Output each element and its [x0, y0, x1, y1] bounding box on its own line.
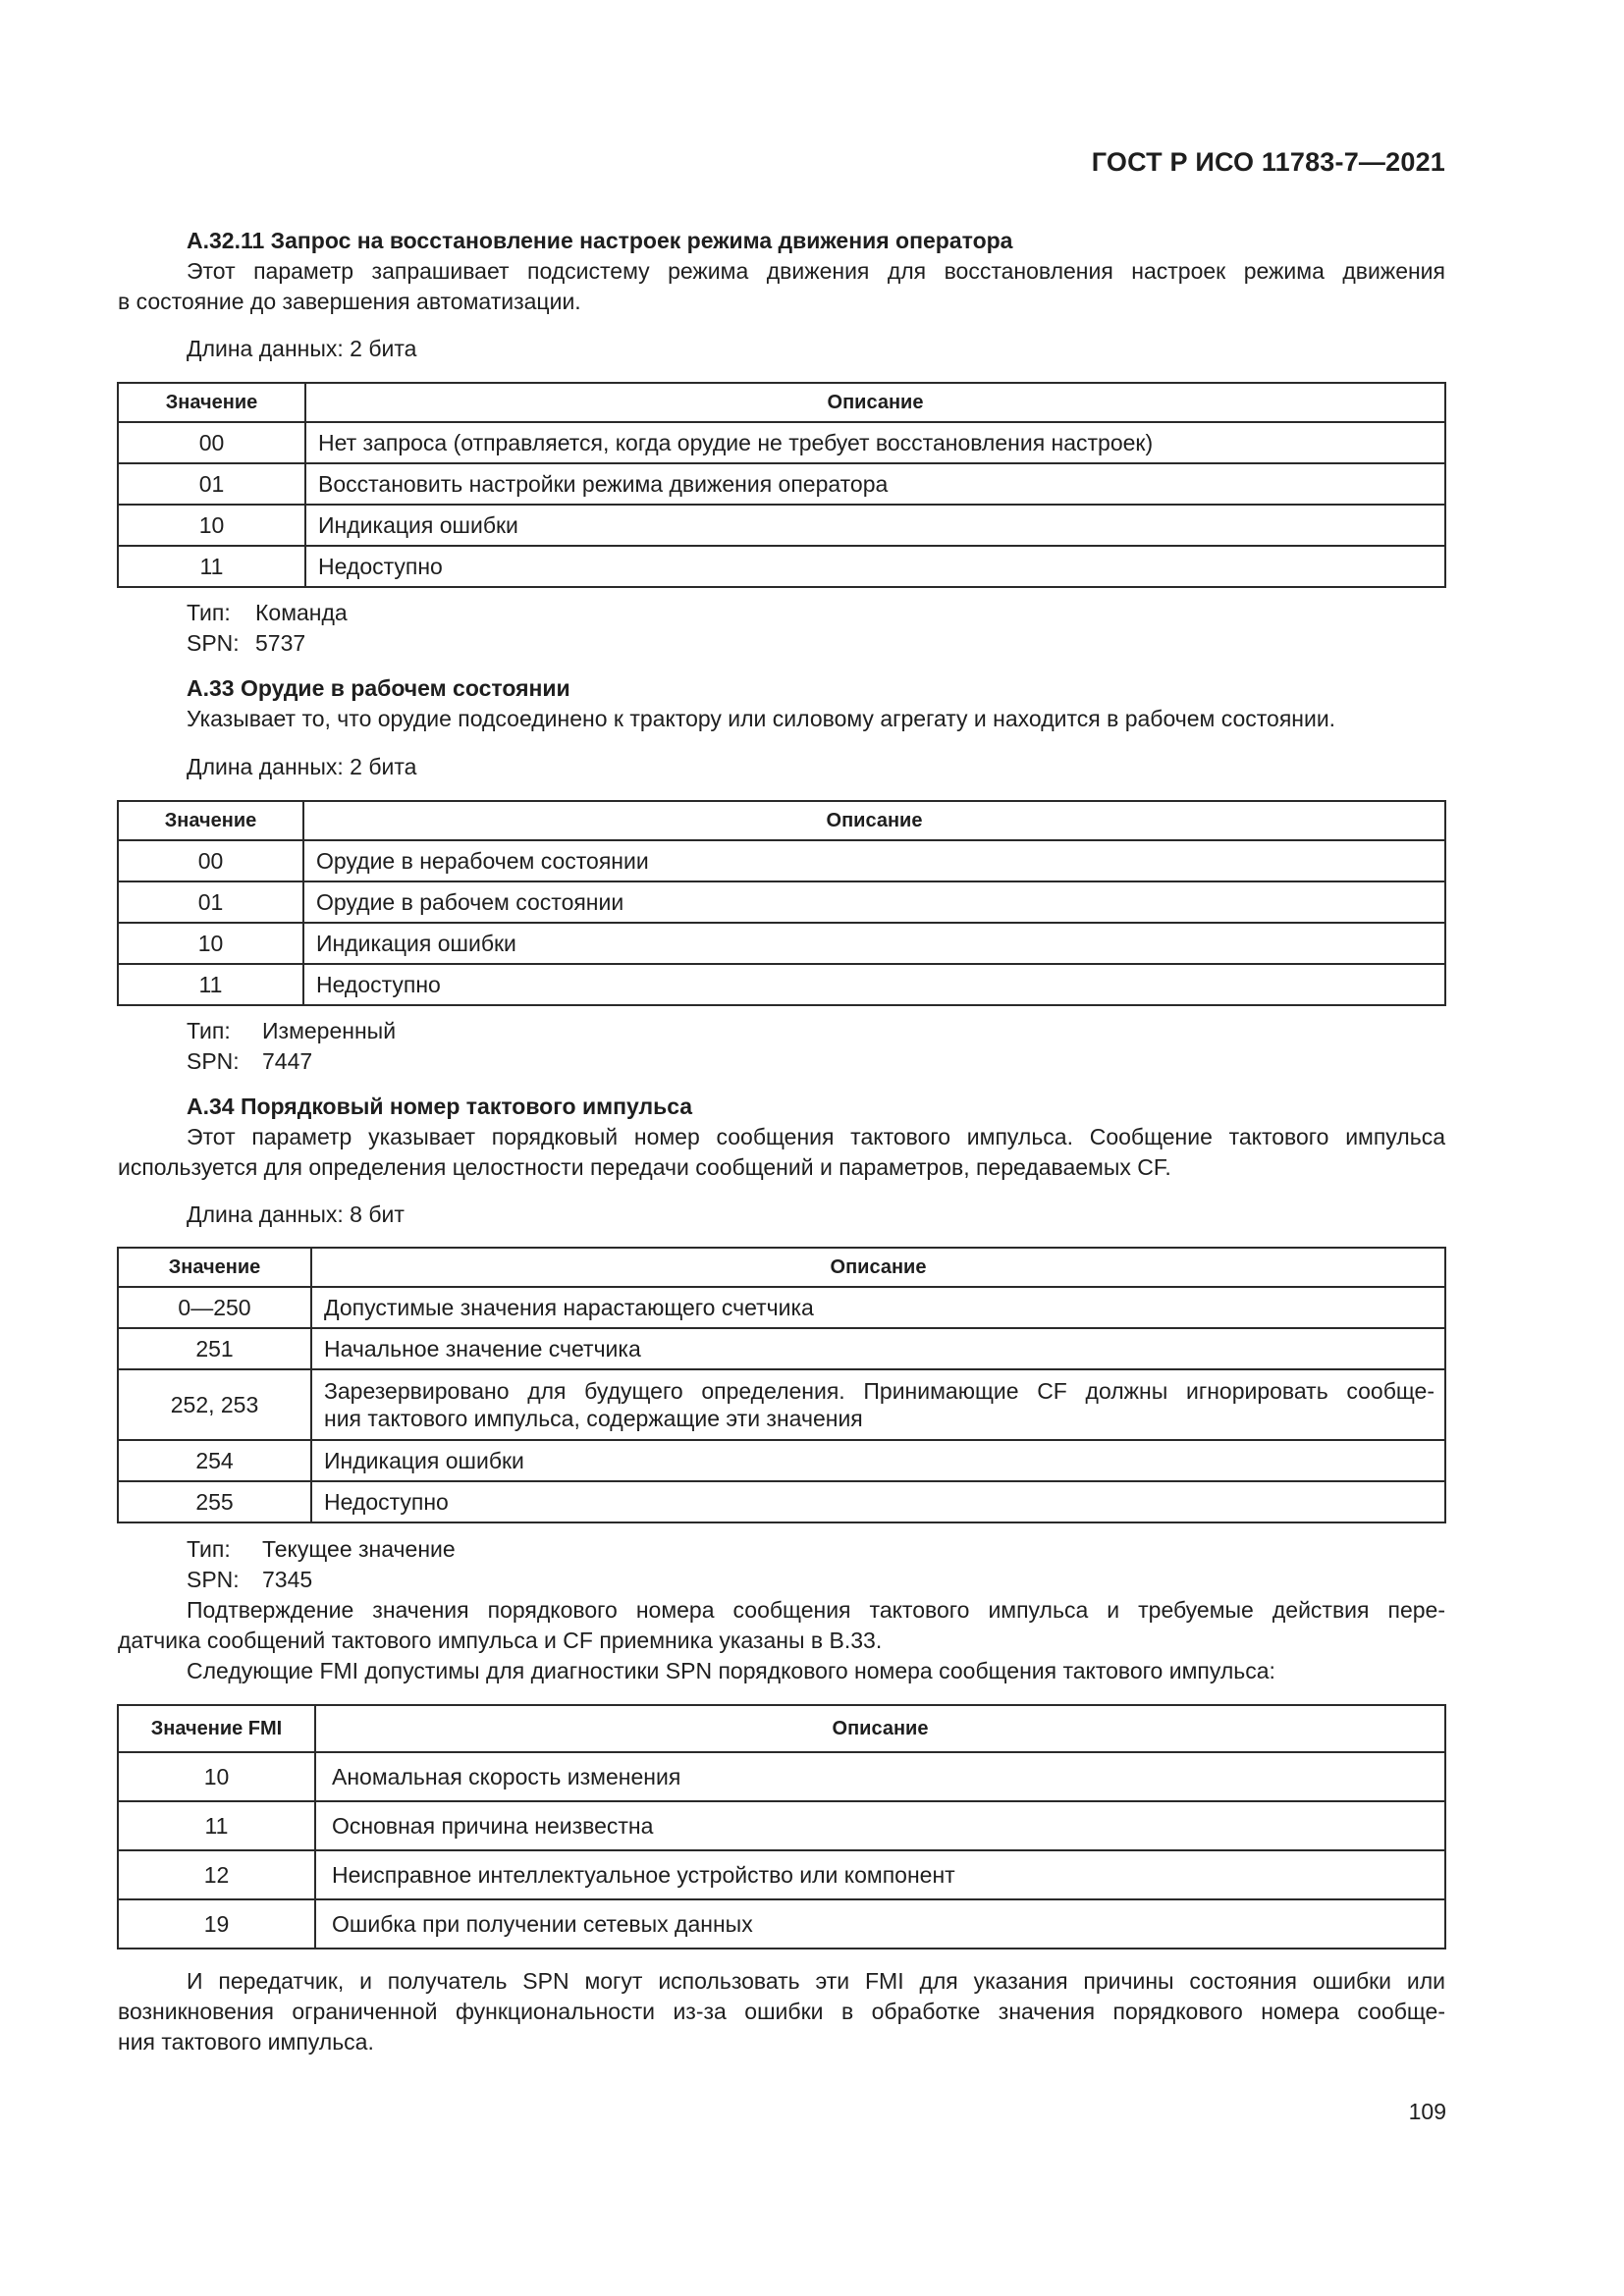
table-row [118, 463, 1445, 505]
cell-description: Орудие в нерабочем состоянии [303, 840, 1445, 881]
cell-description: Восстановить настройки режима движения оператора [305, 463, 1445, 505]
cell-description-line: Зарезервировано для будущего определения. Принимающие CF должны игнорировать сообще- [324, 1378, 1435, 1404]
table-row [118, 1440, 1445, 1481]
paragraph [118, 1966, 1445, 2057]
spn-line [187, 1046, 312, 1077]
table-row [118, 881, 1445, 923]
column-header-description: Описание [305, 383, 1445, 422]
cell-value: 11 [118, 1801, 315, 1850]
cell-value: 11 [118, 964, 303, 1005]
cell-value: 10 [118, 505, 305, 546]
cell-description: Начальное значение счетчика [311, 1328, 1445, 1369]
column-header-description: Описание [311, 1248, 1445, 1287]
cell-value: 0—250 [118, 1287, 311, 1328]
column-header-description: Описание [303, 801, 1445, 840]
table-row [118, 1850, 1445, 1899]
data-length: Длина данных: 2 бита [187, 754, 417, 779]
data-length: Длина данных: 8 бит [187, 1201, 405, 1227]
paragraph-line: Этот параметр запрашивает подсистему режима движения для восстановления настроек режима движения [187, 258, 1445, 284]
spn-line [187, 628, 305, 659]
cell-description [311, 1369, 1445, 1440]
cell-description: Недоступно [303, 964, 1445, 1005]
table-row [118, 1369, 1445, 1440]
table-row [118, 1899, 1445, 1949]
cell-value: 255 [118, 1481, 311, 1522]
paragraph: Указывает то, что орудие подсоединено к трактору или силовому агрегату и находится в рабочем состоянии. [187, 706, 1336, 731]
table-row [118, 1801, 1445, 1850]
section-heading-a33: А.33 Орудие в рабочем состоянии [187, 675, 570, 701]
paragraph-line: Подтверждение значения порядкового номера сообщения тактового импульса и требуемые действия пере- [187, 1597, 1445, 1623]
values-table [117, 800, 1446, 1006]
spn-line [187, 1565, 312, 1595]
table-row [118, 1287, 1445, 1328]
type-line [187, 598, 348, 628]
cell-description: Нет запроса (отправляется, когда орудие не требует восстановления настроек) [305, 422, 1445, 463]
type-line [187, 1016, 396, 1046]
type-label: Тип: [187, 1018, 231, 1043]
cell-description: Неисправное интеллектуальное устройство или компонент [315, 1850, 1445, 1899]
table-row [118, 1328, 1445, 1369]
cell-value: 252, 253 [118, 1369, 311, 1440]
spn-value: 7345 [262, 1567, 313, 1592]
paragraph-line: датчика сообщений тактового импульса и CF приемника указаны в В.33. [118, 1628, 883, 1653]
cell-value: 01 [118, 881, 303, 923]
cell-description: Основная причина неизвестна [315, 1801, 1445, 1850]
cell-value: 10 [118, 923, 303, 964]
table-row [118, 505, 1445, 546]
type-label: Тип: [187, 600, 231, 625]
type-value: Команда [255, 600, 348, 625]
table-header-row [118, 1705, 1445, 1752]
document-header: ГОСТ Р ИСО 11783-7—2021 [1091, 147, 1445, 177]
cell-value: 01 [118, 463, 305, 505]
spn-label: SPN: [187, 630, 240, 656]
table-row [118, 1481, 1445, 1522]
type-label: Тип: [187, 1536, 231, 1562]
paragraph-line: возникновения ограниченной функциональности из-за ошибки в обработке значения порядкового номера сообще- [118, 1999, 1445, 2024]
paragraph-line: ния тактового импульса. [118, 2029, 374, 2055]
table-row [118, 964, 1445, 1005]
cell-value: 11 [118, 546, 305, 587]
cell-value: 254 [118, 1440, 311, 1481]
cell-description: Индикация ошибки [311, 1440, 1445, 1481]
paragraph-line: используется для определения целостности передачи сообщений и параметров, передаваемых CF. [118, 1154, 1171, 1180]
cell-value: 19 [118, 1899, 315, 1949]
fmi-table [117, 1704, 1446, 1949]
cell-description: Ошибка при получении сетевых данных [315, 1899, 1445, 1949]
type-line [187, 1534, 456, 1565]
table-row [118, 840, 1445, 881]
cell-description: Недоступно [311, 1481, 1445, 1522]
cell-description: Индикация ошибки [303, 923, 1445, 964]
paragraph-line: И передатчик, и получатель SPN могут использовать эти FMI для указания причины состояния ошибки или [187, 1968, 1445, 1994]
cell-description-line: ния тактового импульса, содержащие эти значения [324, 1406, 863, 1431]
type-value: Измеренный [262, 1018, 397, 1043]
spn-label: SPN: [187, 1048, 240, 1074]
paragraph: Следующие FMI допустимы для диагностики SPN порядкового номера сообщения тактового импульса: [187, 1658, 1275, 1683]
table-header-row [118, 1248, 1445, 1287]
column-header-value: Значение [118, 383, 305, 422]
cell-description: Индикация ошибки [305, 505, 1445, 546]
cell-description: Аномальная скорость изменения [315, 1752, 1445, 1801]
section-heading-a34: А.34 Порядковый номер тактового импульса [187, 1094, 693, 1119]
values-table [117, 1247, 1446, 1523]
table-row [118, 422, 1445, 463]
cell-value: 10 [118, 1752, 315, 1801]
cell-description: Допустимые значения нарастающего счетчика [311, 1287, 1445, 1328]
type-value: Текущее значение [262, 1536, 456, 1562]
column-header-description: Описание [315, 1705, 1445, 1752]
table-row [118, 1752, 1445, 1801]
table-row [118, 923, 1445, 964]
column-header-fmi-value: Значение FMI [118, 1705, 315, 1752]
page-number: 109 [1408, 2099, 1446, 2124]
paragraph [118, 1595, 1445, 1656]
column-header-value: Значение [118, 801, 303, 840]
spn-label: SPN: [187, 1567, 240, 1592]
cell-value: 00 [118, 840, 303, 881]
table-row [118, 546, 1445, 587]
column-header-value: Значение [118, 1248, 311, 1287]
cell-value: 251 [118, 1328, 311, 1369]
table-header-row [118, 801, 1445, 840]
cell-value: 00 [118, 422, 305, 463]
section-heading-a32-11: А.32.11 Запрос на восстановление настроек режима движения оператора [187, 228, 1013, 253]
cell-description: Недоступно [305, 546, 1445, 587]
paragraph [118, 256, 1445, 317]
paragraph-line: Этот параметр указывает порядковый номер сообщения тактового импульса. Сообщение тактового импульса [187, 1124, 1445, 1149]
table-header-row [118, 383, 1445, 422]
paragraph-line: в состояние до завершения автоматизации. [118, 289, 581, 314]
paragraph [118, 1122, 1445, 1183]
values-table [117, 382, 1446, 588]
cell-value: 12 [118, 1850, 315, 1899]
spn-value: 5737 [255, 630, 306, 656]
spn-value: 7447 [262, 1048, 313, 1074]
data-length: Длина данных: 2 бита [187, 336, 417, 361]
cell-description: Орудие в рабочем состоянии [303, 881, 1445, 923]
